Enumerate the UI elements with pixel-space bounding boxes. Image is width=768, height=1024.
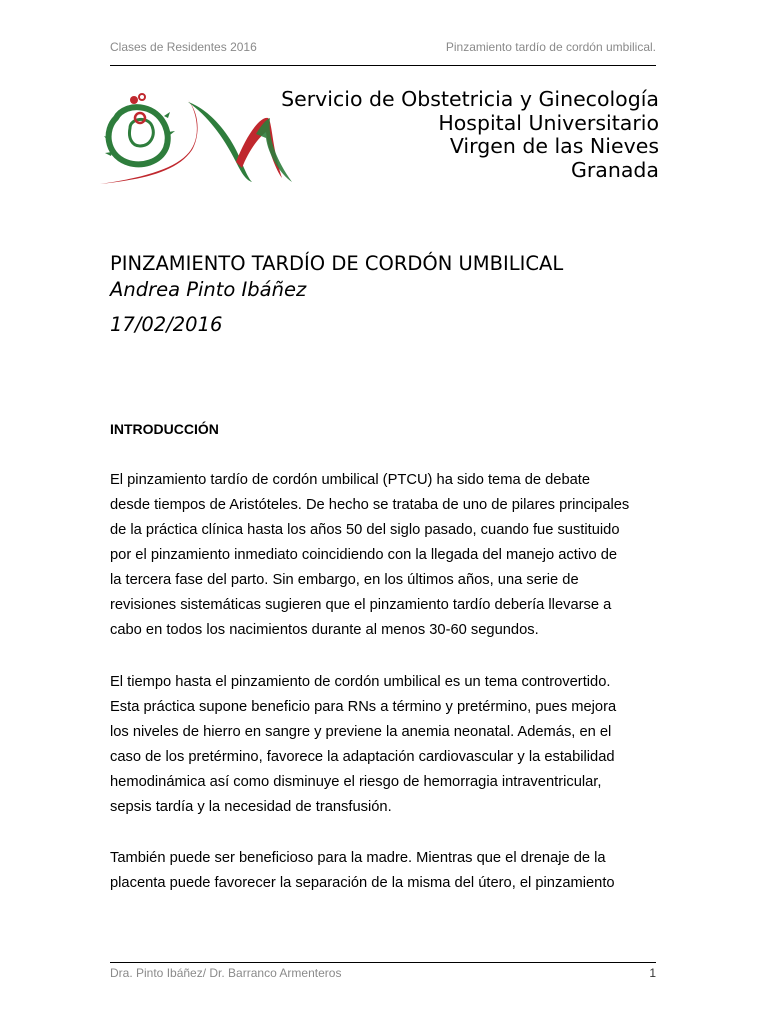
paragraph-2 — [110, 670, 670, 820]
hospital-service-line: Servicio de Obstetricia y Ginecología — [281, 87, 659, 111]
hospital-name-line: Hospital Universitario — [438, 110, 659, 135]
header-left-text: Clases de Residentes 2016 — [110, 40, 257, 54]
paragraph-3 — [110, 846, 670, 896]
paragraph-line: por el pinzamiento inmediato coincidiendo con la llegada del manejo activo de — [110, 547, 618, 563]
paragraph-line: revisiones sistemáticas sugieren que el pinzamiento tardío debería llevarse a — [110, 597, 612, 613]
paragraph-line: El pinzamiento tardío de cordón umbilical (PTCU) ha sido tema de debate — [110, 472, 591, 488]
paragraph-line: placenta puede favorecer la separación de la misma del útero, el pinzamiento — [110, 875, 615, 891]
paragraph-line: sepsis tardía y la necesidad de transfusión. — [110, 799, 392, 815]
hospital-name-line-2: Virgen de las Nieves — [449, 134, 659, 158]
header-divider — [110, 65, 656, 66]
footer-divider — [110, 962, 656, 963]
document-title: PINZAMIENTO TARDÍO DE CORDÓN UMBILICAL — [110, 252, 564, 275]
hospital-city-line: Granada — [570, 157, 659, 182]
paragraph-line: la tercera fase del parto. Sin embargo, en los últimos años, una serie de — [110, 572, 579, 588]
paragraph-line: los niveles de hierro en sangre y previene la anemia neonatal. Además, en el — [110, 724, 612, 740]
hospital-logo-icon — [96, 88, 298, 188]
paragraph-line: Esta práctica supone beneficio para RNs a término y pretérmino, pues mejora — [110, 699, 617, 715]
section-heading: INTRODUCCIÓN — [110, 421, 219, 437]
paragraph-line: También puede ser beneficioso para la madre. Mientras que el drenaje de la — [110, 850, 606, 866]
paragraph-1 — [110, 468, 670, 643]
paragraph-line: El tiempo hasta el pinzamiento de cordón umbilical es un tema controvertido. — [110, 674, 611, 690]
paragraph-line: hemodinámica así como disminuye el riesgo de hemorragia intraventricular, — [110, 774, 602, 790]
header-right-text: Pinzamiento tardío de cordón umbilical. — [445, 40, 656, 54]
paragraph-line: caso de los pretérmino, favorece la adaptación cardiovascular y la estabilidad — [110, 749, 615, 765]
footer-authors: Dra. Pinto Ibáñez/ Dr. Barranco Armenteros — [110, 966, 342, 980]
paragraph-line: desde tiempos de Aristóteles. De hecho se trataba de uno de pilares principales — [110, 497, 630, 513]
document-date: 17/02/2016 — [110, 313, 223, 336]
paragraph-line: de la práctica clínica hasta los años 50 del siglo pasado, cuando fue sustituido — [110, 522, 620, 538]
paragraph-line: cabo en todos los nacimientos durante al menos 30-60 segundos. — [110, 622, 539, 638]
page-number: 1 — [649, 966, 656, 980]
document-author: Andrea Pinto Ibáñez — [110, 278, 307, 301]
hospital-name-block — [281, 88, 659, 182]
